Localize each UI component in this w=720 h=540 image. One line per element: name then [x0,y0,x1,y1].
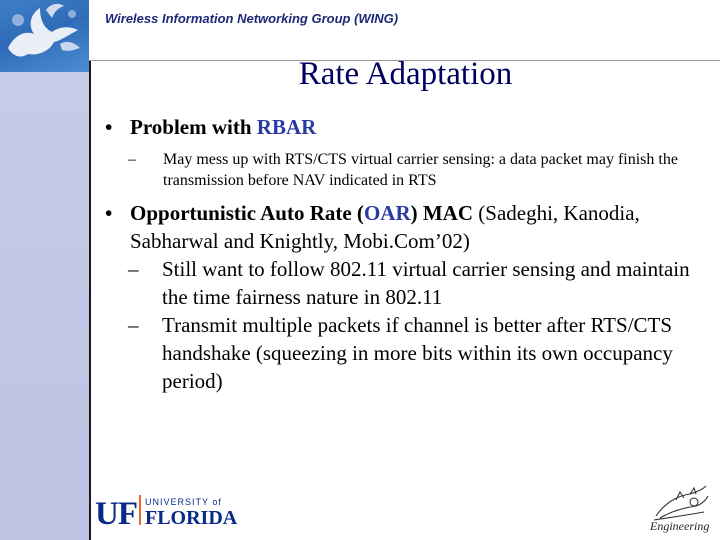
left-sidebar [0,0,89,540]
oar-highlight: OAR [363,201,411,225]
slide-body [105,113,705,395]
group-header: Wireless Information Networking Group (WING) [105,11,399,26]
bullet-oar-mac: • Opportunistic Auto Rate (OAR) MAC (Sadeghi, Kanodia, Sabharwal and Knightly, Mobi.Com’02) [105,201,640,253]
uf-mark: UF [95,496,137,527]
subbullet-nav-issue: – May mess up with RTS/CTS virtual carrier sensing: a data packet may finish the transmission before NAV indicated in RTS [128,151,678,189]
florida-text: FLORIDA [145,507,238,527]
rbar-highlight: RBAR [256,115,317,139]
dash-marker: – [128,151,136,168]
gator-icon [654,486,708,520]
slide-title: Rate Adaptation [298,56,513,92]
vertical-divider [89,60,91,540]
university-of-text: UNIVERSITY of [145,497,222,507]
engineering-logo [646,482,714,537]
uf-logo [95,493,255,527]
subbullet-multiple-packets: – Transmit multiple packets if channel is better after RTS/CTS handshake (squeezing in more bits within its own occupancy period) [128,313,673,393]
subbullet-virtual-carrier: – Still want to follow 802.11 virtual carrier sensing and maintain the time fairness nature in 802.11 [128,257,690,309]
bullet-dot: • [105,115,113,139]
dove-logo-image [0,0,89,72]
dove-icon [8,4,80,57]
dash-marker: – [128,257,139,281]
bullet-dot: • [105,201,113,225]
engineering-text: Engineering [650,519,710,533]
bullet-problem-rbar: • Problem with RBAR [105,115,317,139]
dash-marker: – [128,313,139,337]
